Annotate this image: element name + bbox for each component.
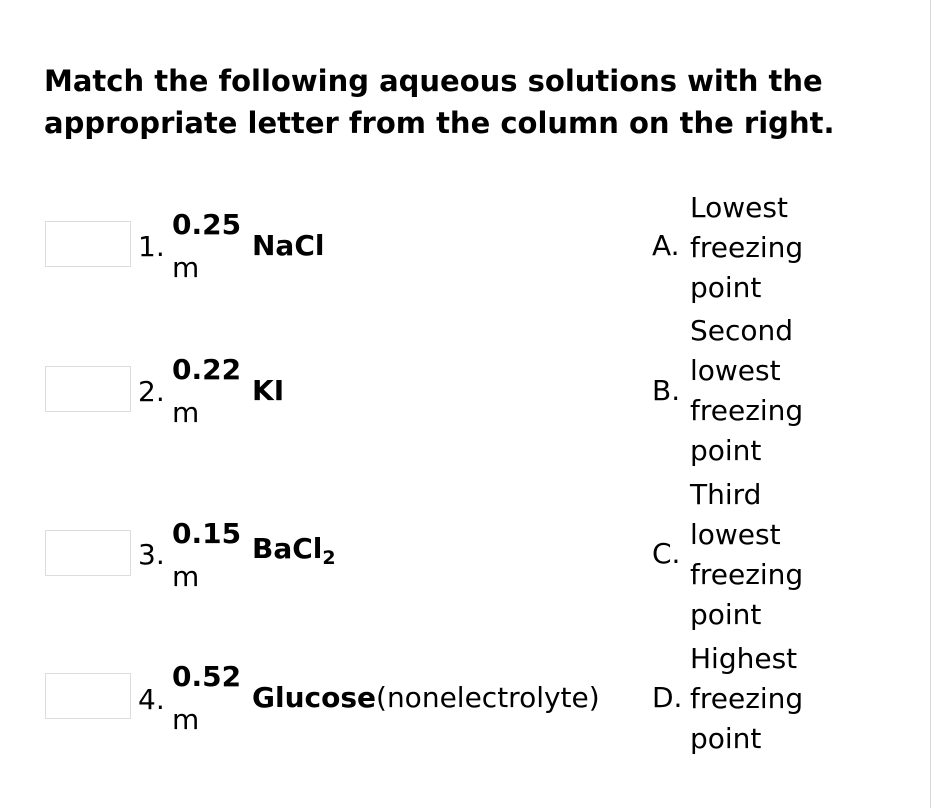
answer-input-2[interactable]	[45, 366, 131, 412]
item-number: 2.	[138, 375, 165, 408]
item-unit: m	[172, 703, 200, 736]
option-letter: D.	[652, 681, 683, 714]
item-formula	[252, 229, 324, 266]
item-unit: m	[172, 396, 200, 429]
formula-main: NaCl	[252, 229, 325, 262]
option-line: point	[690, 598, 762, 631]
option-line: freezing	[690, 231, 804, 264]
option-letter: B.	[652, 374, 681, 407]
option-line: point	[690, 722, 762, 755]
item-unit: m	[172, 251, 200, 284]
item-formula	[252, 374, 284, 411]
item-concentration: 0.15	[172, 517, 242, 550]
item-formula	[252, 681, 600, 718]
formula-main: KI	[252, 374, 285, 407]
answer-input-1[interactable]	[45, 221, 131, 267]
item-concentration: 0.22	[172, 353, 242, 386]
answer-input-3[interactable]	[45, 530, 131, 576]
option-line: freezing	[690, 558, 804, 591]
item-unit: m	[172, 560, 200, 593]
item-formula	[252, 532, 336, 569]
option-line: lowest	[690, 354, 781, 387]
option-text	[690, 639, 830, 759]
formula-main: Glucose	[252, 681, 377, 714]
formula-note: (nonelectrolyte)	[376, 681, 600, 714]
option-line: freezing	[690, 394, 804, 427]
option-line: Lowest	[690, 191, 788, 224]
option-line: Highest	[690, 642, 798, 675]
option-line: point	[690, 434, 762, 467]
option-text	[690, 188, 830, 308]
option-text	[690, 311, 830, 471]
option-letter: A.	[652, 229, 680, 262]
option-letter: C.	[652, 537, 681, 570]
formula-main: BaCl	[252, 532, 323, 565]
item-number: 1.	[138, 230, 165, 263]
item-concentration: 0.52	[172, 660, 242, 693]
option-text	[690, 475, 830, 635]
item-concentration: 0.25	[172, 208, 242, 241]
option-line: lowest	[690, 518, 781, 551]
item-number: 4.	[138, 683, 165, 716]
option-line: freezing	[690, 682, 804, 715]
option-line: Third	[690, 478, 762, 511]
item-number: 3.	[138, 538, 165, 571]
page-border	[930, 0, 931, 808]
formula-subscript: 2	[322, 547, 336, 569]
question-prompt: Match the following aqueous solutions with the appropriate letter from the column on the right.	[44, 64, 835, 140]
answer-input-4[interactable]	[45, 673, 131, 719]
option-line: point	[690, 271, 762, 304]
option-line: Second	[690, 314, 794, 347]
